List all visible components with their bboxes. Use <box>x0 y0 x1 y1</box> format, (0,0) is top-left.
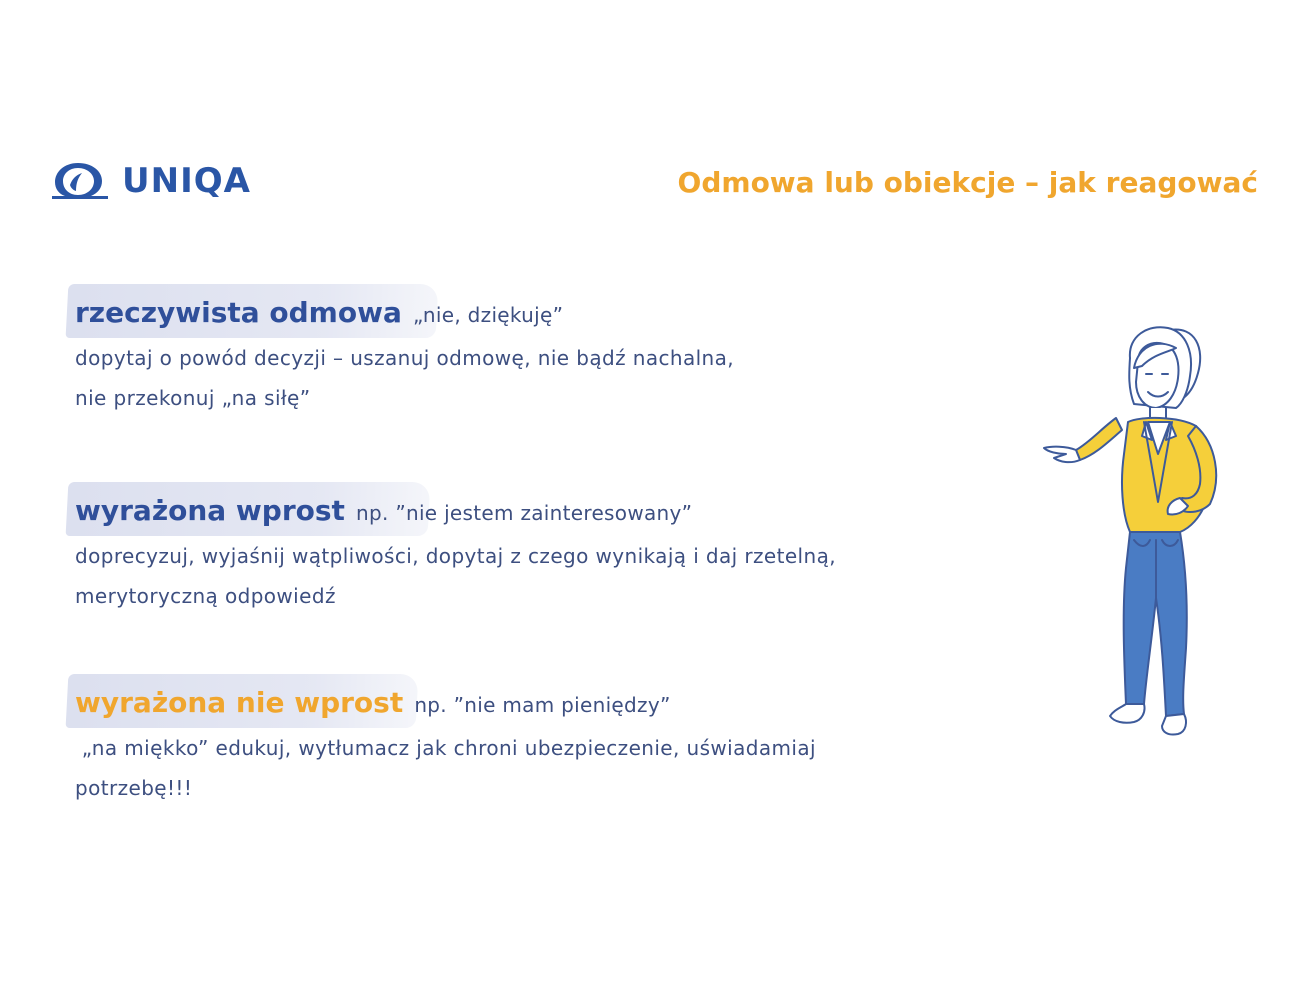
section-indirect-objection <box>75 678 975 808</box>
section-body-line: doprecyzuj, wyjaśnij wątpliwości, dopytaj z czego wynikają i daj rzetelną, <box>75 544 837 568</box>
section-heading-line <box>75 678 975 728</box>
section-example: np. ”nie jestem zainteresowany” <box>356 501 693 525</box>
section-body-line: potrzebę!!! <box>75 776 193 800</box>
section-body-line: dopytaj o powód decyzji – uszanuj odmowę, nie bądź nachalna, <box>75 346 735 370</box>
slide-title: Odmowa lub obiekcje – jak reagować <box>677 166 1258 199</box>
uniqa-logo-icon <box>48 159 110 203</box>
uniqa-logo <box>48 158 251 204</box>
section-real-refusal <box>75 288 975 418</box>
logo-text: UNIQA <box>122 161 251 201</box>
section-example: np. ”nie mam pieniędzy” <box>414 693 671 717</box>
section-heading: wyrażona nie wprost <box>75 686 404 719</box>
section-body-line: merytoryczną odpowiedź <box>75 584 336 608</box>
section-body-line: „na miękko” edukuj, wytłumacz jak chroni ubezpieczenie, uświadamiaj <box>75 736 816 760</box>
section-example: „nie, dziękuję” <box>412 303 564 327</box>
section-heading-line <box>75 486 975 536</box>
section-direct-objection <box>75 486 975 616</box>
section-heading-line <box>75 288 975 338</box>
woman-presenting-icon <box>1030 318 1230 758</box>
section-heading: wyrażona wprost <box>75 494 345 527</box>
woman-presenting-illustration <box>1030 318 1230 758</box>
section-heading: rzeczywista odmowa <box>75 296 402 329</box>
section-body-line: nie przekonuj „na siłę” <box>75 386 311 410</box>
